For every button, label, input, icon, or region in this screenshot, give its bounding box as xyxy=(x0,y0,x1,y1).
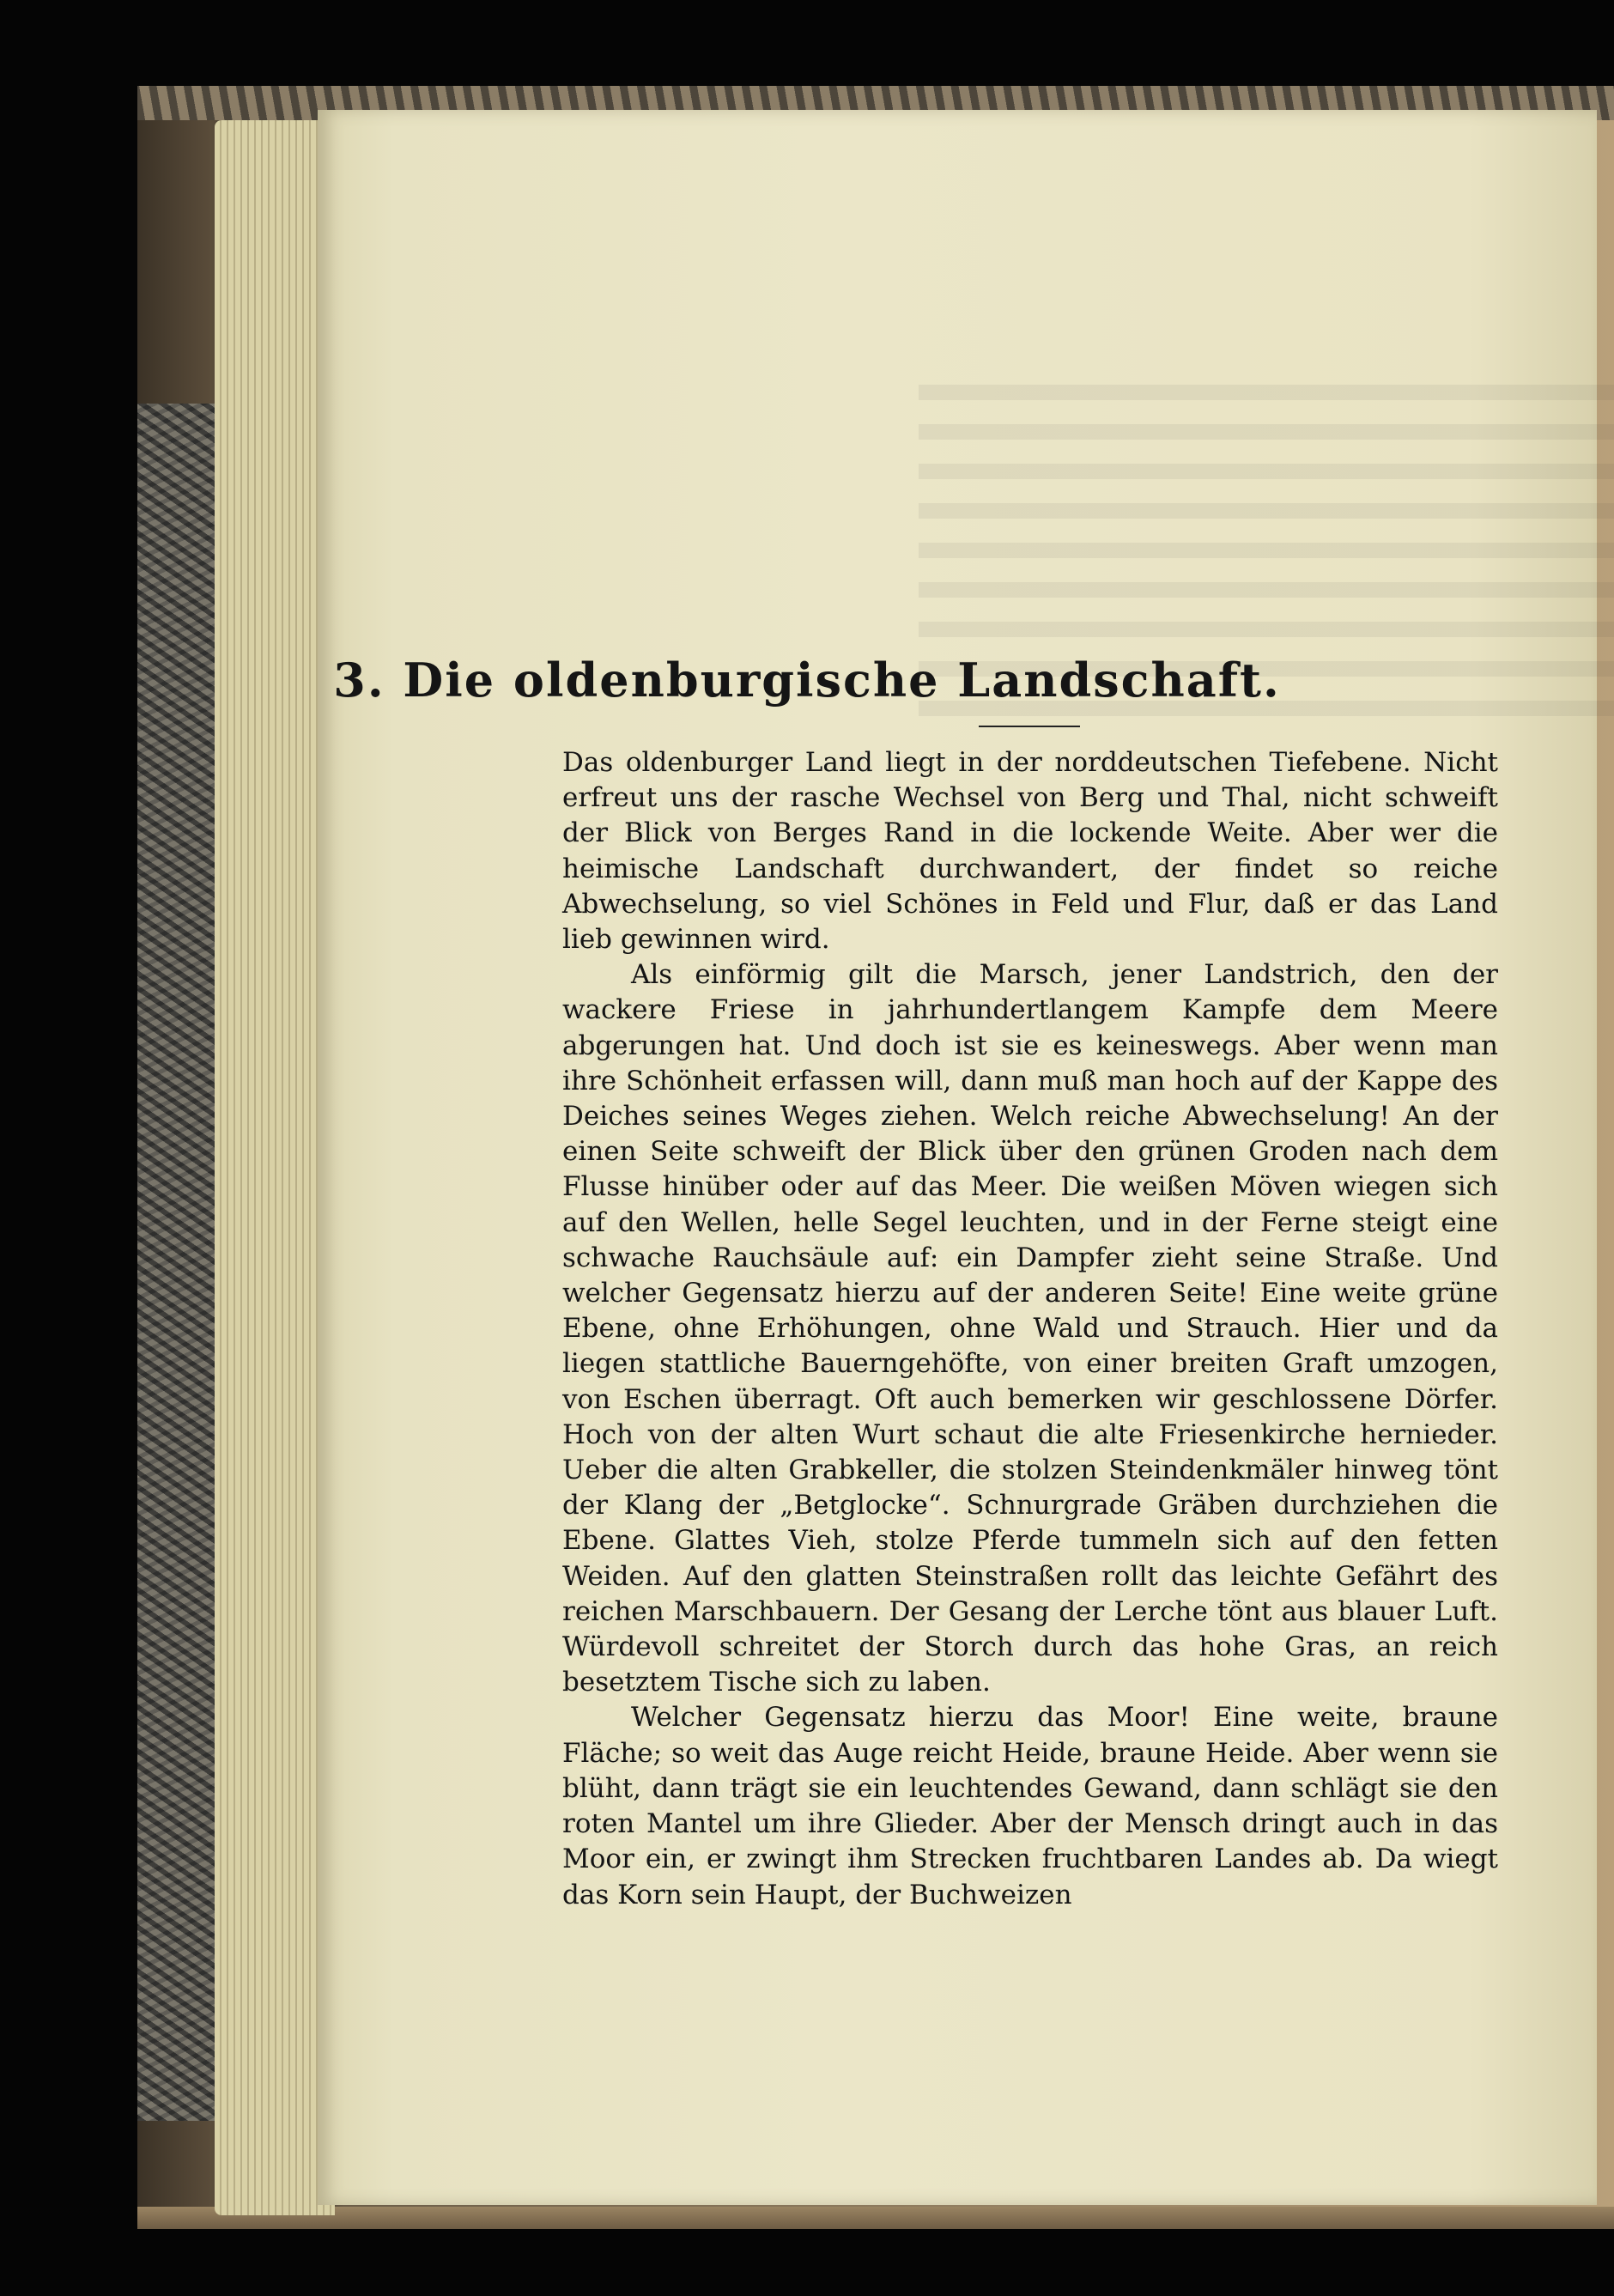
paragraph-1: Das oldenburger Land liegt in der norddeutschen Tiefebene. Nicht erfreut uns der rasche Wechsel von Berg und Thal, nicht schweift der Blick von Berges Rand in die lockende Weite. Aber wer die heimische Landschaft durchwandert, der findet so reiche Abwechselung, so viel Schönes in Feld und Flur, daß er das Land lieb gewinnen wird. xyxy=(562,747,1498,956)
paragraph-2: Als einförmig gilt die Marsch, jener Landstrich, den der wackere Friese in jahrhundertlangem Kampfe dem Meere abgerungen hat. Und doch ist sie es keineswegs. Aber wenn man ihre Schönheit erfassen will, dann muß man hoch auf der Kappe des Deiches seines Weges ziehen. Welch reiche Abwechselung! An der einen Seite schweift der Blick über den grünen Groden nach dem Flusse hinüber oder auf das Meer. Die weißen Möven wiegen sich auf den Wellen, helle Segel leuchten, und in der Ferne steigt eine schwache Rauchsäule auf: ein Dampfer zieht seine Straße. Und welcher Gegensatz hierzu auf der anderen Seite! Eine weite grüne Ebene, ohne Erhöhungen, ohne Wald und Strauch. Hier und da liegen stattliche Bauerngehöfte, von einer breiten Graft umzogen, von Eschen überragt. Oft auch bemerken wir geschlossene Dörfer. Hoch von der alten Wurt schaut die alte Friesenkirche hernieder. Ueber die alten Grabkeller, die stolzen Steindenkmäler hinweg tönt der Klang der „Betglocke“. Schnurgrade Gräben durchziehen die Ebene. Glattes Vieh, stolze Pferde tummeln sich auf den fetten Weiden. Auf den glatten Steinstraßen rollt das leichte Gefährt des reichen Marschbauern. Der Gesang der Lerche tönt aus blauer Luft. Würdevoll schreitet der Storch durch das hohe Gras, an reich besetztem Tische sich zu laben. xyxy=(562,959,1498,1698)
paragraph-3: Welcher Gegensatz hierzu das Moor! Eine weite, braune Fläche; so weit das Auge reicht Heide, braune Heide. Aber wenn sie blüht, dann trägt sie ein leuchtendes Gewand, dann schlägt sie den roten Mantel um ihre Glieder. Aber der Mensch dringt auch in das Moor ein, er zwingt ihm Strecken fruchtbaren Landes ab. Da wiegt das Korn sein Haupt, der Buchweizen xyxy=(562,1702,1498,1910)
heading-divider xyxy=(979,726,1080,727)
body-text xyxy=(562,745,1498,1913)
cover-bottom-edge xyxy=(137,2207,1614,2229)
chapter-heading: 3. Die oldenburgische Landschaft. xyxy=(333,653,1281,708)
page-edges xyxy=(215,120,335,2215)
